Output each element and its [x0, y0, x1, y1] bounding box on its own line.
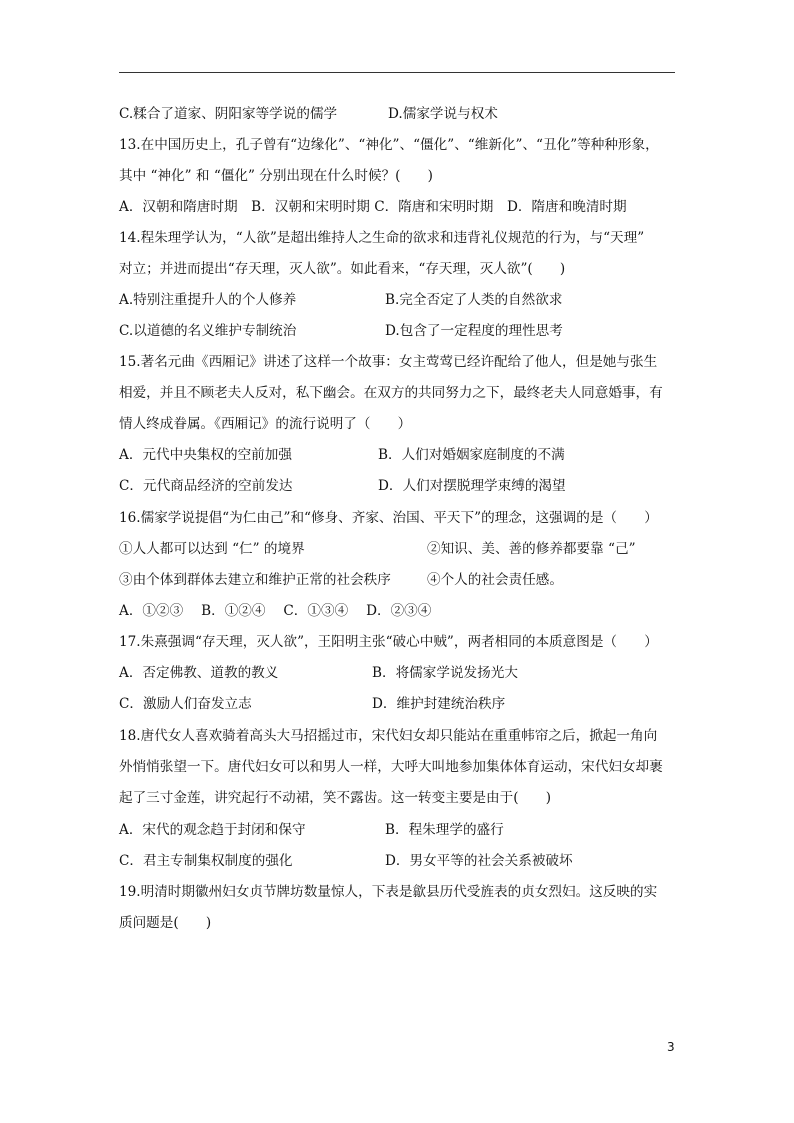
q16-item-2: ②知识、美、善的修养都要靠 “己”	[427, 541, 636, 557]
q14-option-b: B.完全否定了人类的自然欲求	[385, 292, 563, 308]
q14-option-a: A.特别注重提升人的个人修养	[119, 292, 297, 308]
q16-item-4: ④个人的社会责任感。	[427, 572, 563, 588]
q18-stem-line-2: 外悄悄张望一下。唐代妇女可以和男人一样，大呼大叫地参加集体体育运动，宋代妇女却裹	[119, 759, 663, 775]
q19-stem-line-2: 质问题是( )	[119, 915, 212, 931]
q16-item-3: ③由个体到群体去建立和维护正常的社会秩序	[119, 572, 391, 588]
q16-item-1: ①人人都可以达到 “仁” 的境界	[119, 541, 305, 557]
page-number: 3	[667, 1040, 675, 1054]
q16-stem: 16.儒家学说提倡“为仁由己”和“修身、齐家、治国、平天下”的理念，这强调的是（ ）	[119, 510, 658, 526]
q17-option-d: D．维护封建统治秩序	[372, 696, 506, 712]
q18-option-a: A．宋代的观念趋于封闭和保守	[119, 822, 306, 838]
q15-option-a: A．元代中央集权的空前加强	[119, 447, 292, 463]
q12-option-d: D.儒家学说与权术	[388, 106, 498, 122]
q13-options: A．汉朝和隋唐时期 B．汉朝和宋明时期 C．隋唐和宋明时期 D．隋唐和晚清时期	[119, 199, 627, 215]
q18-option-c: C．君主专制集权制度的强化	[119, 853, 293, 869]
q13-stem-line-1: 13.在中国历史上，孔子曾有“边缘化”、“神化”、“僵化”、“维新化”、“丑化”等种种形象，	[119, 137, 659, 153]
q14-option-d: D.包含了一定程度的理性思考	[385, 323, 563, 339]
q15-option-b: B．人们对婚姻家庭制度的不满	[378, 447, 565, 463]
q19-stem-line-1: 19.明清时期徽州妇女贞节牌坊数量惊人，下表是歙县历代受旌表的贞女烈妇。这反映的实	[119, 884, 658, 900]
q15-option-d: D．人们对摆脱理学束缚的渴望	[378, 478, 566, 494]
q13-stem-line-2: 其中 “神化” 和 “僵化” 分别出现在什么时候？( )	[119, 168, 433, 184]
header-rule	[119, 72, 675, 73]
q16-options: A．①②③ B．①②④ C．①③④ D．②③④	[119, 603, 432, 619]
q15-stem-line-3: 情人终成眷属。《西厢记》的流行说明了（ ）	[119, 416, 412, 432]
q15-stem-line-2: 相爱，并且不顾老夫人反对，私下幽会。在双方的共同努力之下，最终老夫人同意婚事，有	[119, 385, 663, 401]
q17-option-a: A．否定佛教、道教的教义	[119, 665, 279, 681]
q15-option-c: C．元代商品经济的空前发达	[119, 478, 293, 494]
q18-option-d: D．男女平等的社会关系被破坏	[385, 853, 573, 869]
q18-stem-line-1: 18.唐代女人喜欢骑着高头大马招摇过市，宋代妇女却只能站在重重帏帘之后，掀起一角向	[119, 728, 658, 744]
q12-option-c: C.糅合了道家、阴阳家等学说的儒学	[119, 106, 338, 122]
q17-option-c: C．激励人们奋发立志	[119, 696, 252, 712]
q14-stem-line-2: 对立；并进而提出“存天理，灭人欲”。如此看来，“存天理，灭人欲”( )	[119, 261, 566, 277]
q17-stem: 17.朱熹强调“存天理，灭人欲”，王阳明主张“破心中贼”，两者相同的本质意图是（ ）	[119, 634, 658, 650]
q18-stem-line-3: 起了三寸金莲，讲究起行不动裙，笑不露齿。这一转变主要是由于( )	[119, 790, 552, 806]
q14-stem-line-1: 14.程朱理学认为，“人欲”是超出维持人之生命的欲求和违背礼仪规范的行为，与“天理”	[119, 230, 645, 246]
q14-option-c: C.以道德的名义维护专制统治	[119, 323, 297, 339]
q17-option-b: B．将儒家学说发扬光大	[372, 665, 518, 681]
q15-stem-line-1: 15.著名元曲《西厢记》讲述了这样一个故事：女主莺莺已经许配给了他人，但是她与张生	[119, 354, 658, 370]
q18-option-b: B．程朱理学的盛行	[385, 822, 504, 838]
